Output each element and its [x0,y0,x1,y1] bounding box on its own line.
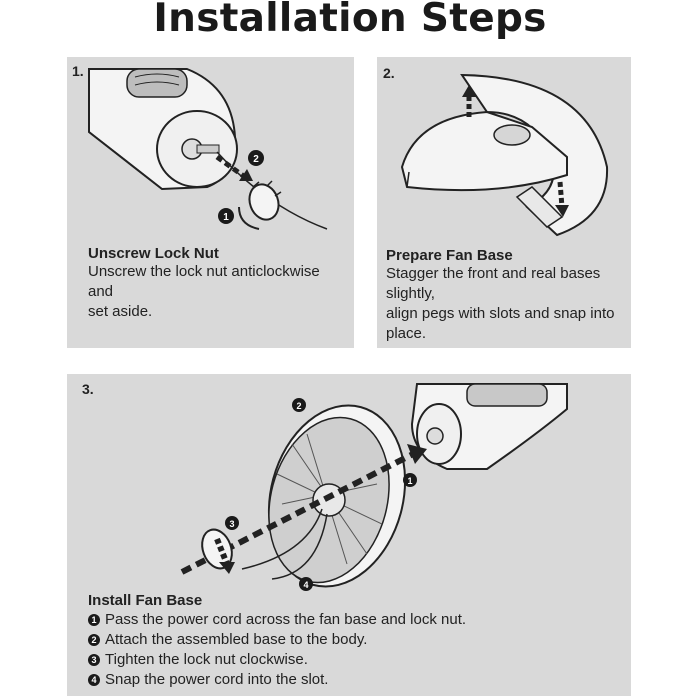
step-2-line: place. [386,325,427,342]
step-1-number: 1. [72,63,84,79]
step-1-line: and [88,283,114,300]
list-item-text: Attach the assembled base to the body. [105,631,368,648]
step-3-panel [67,374,631,696]
list-item [88,670,466,690]
step-3-callout-4: 4 [303,580,309,590]
step-1-callout-2: 2 [253,154,259,165]
step-3-title: Install Fan Base [88,592,203,609]
list-item-text: Snap the power cord into the slot. [105,671,329,688]
number-bullet-icon: 4 [88,674,100,686]
number-bullet-icon: 2 [88,634,100,646]
step-2-line: slightly, [386,285,435,302]
step-1-illustration [67,57,354,237]
step-1-line: set aside. [88,303,153,320]
step-1-description [88,262,320,322]
list-item [88,610,466,630]
step-3-number: 3. [82,381,94,397]
step-2-line: align pegs with slots and snap into [386,305,615,322]
step-2-panel [377,57,631,348]
step-2-title: Prepare Fan Base [386,247,513,264]
list-item [88,650,466,670]
list-item [88,630,466,650]
step-2-description [386,264,614,344]
step-1-callout-1: 1 [223,212,229,223]
step-2-illustration [377,57,631,242]
step-1-panel [67,57,354,348]
step-2-number: 2. [383,65,395,81]
number-bullet-icon: 3 [88,654,100,666]
list-item-text: Pass the power cord across the fan base and lock nut. [105,611,467,628]
page-title: Installation Steps [153,0,547,41]
step-3-callout-1: 1 [407,476,413,486]
step-1-line: Unscrew the lock nut anticlockwise [88,263,320,280]
step-3-callout-3: 3 [229,519,235,529]
step-1-title: Unscrew Lock Nut [88,245,219,262]
step-3-list [88,610,466,690]
step-2-line: Stagger the front and real bases [386,265,601,282]
list-item-text: Tighten the lock nut clockwise. [105,651,308,668]
step-3-callout-2: 2 [296,401,302,411]
step-3-illustration [67,374,631,594]
number-bullet-icon: 1 [88,614,100,626]
